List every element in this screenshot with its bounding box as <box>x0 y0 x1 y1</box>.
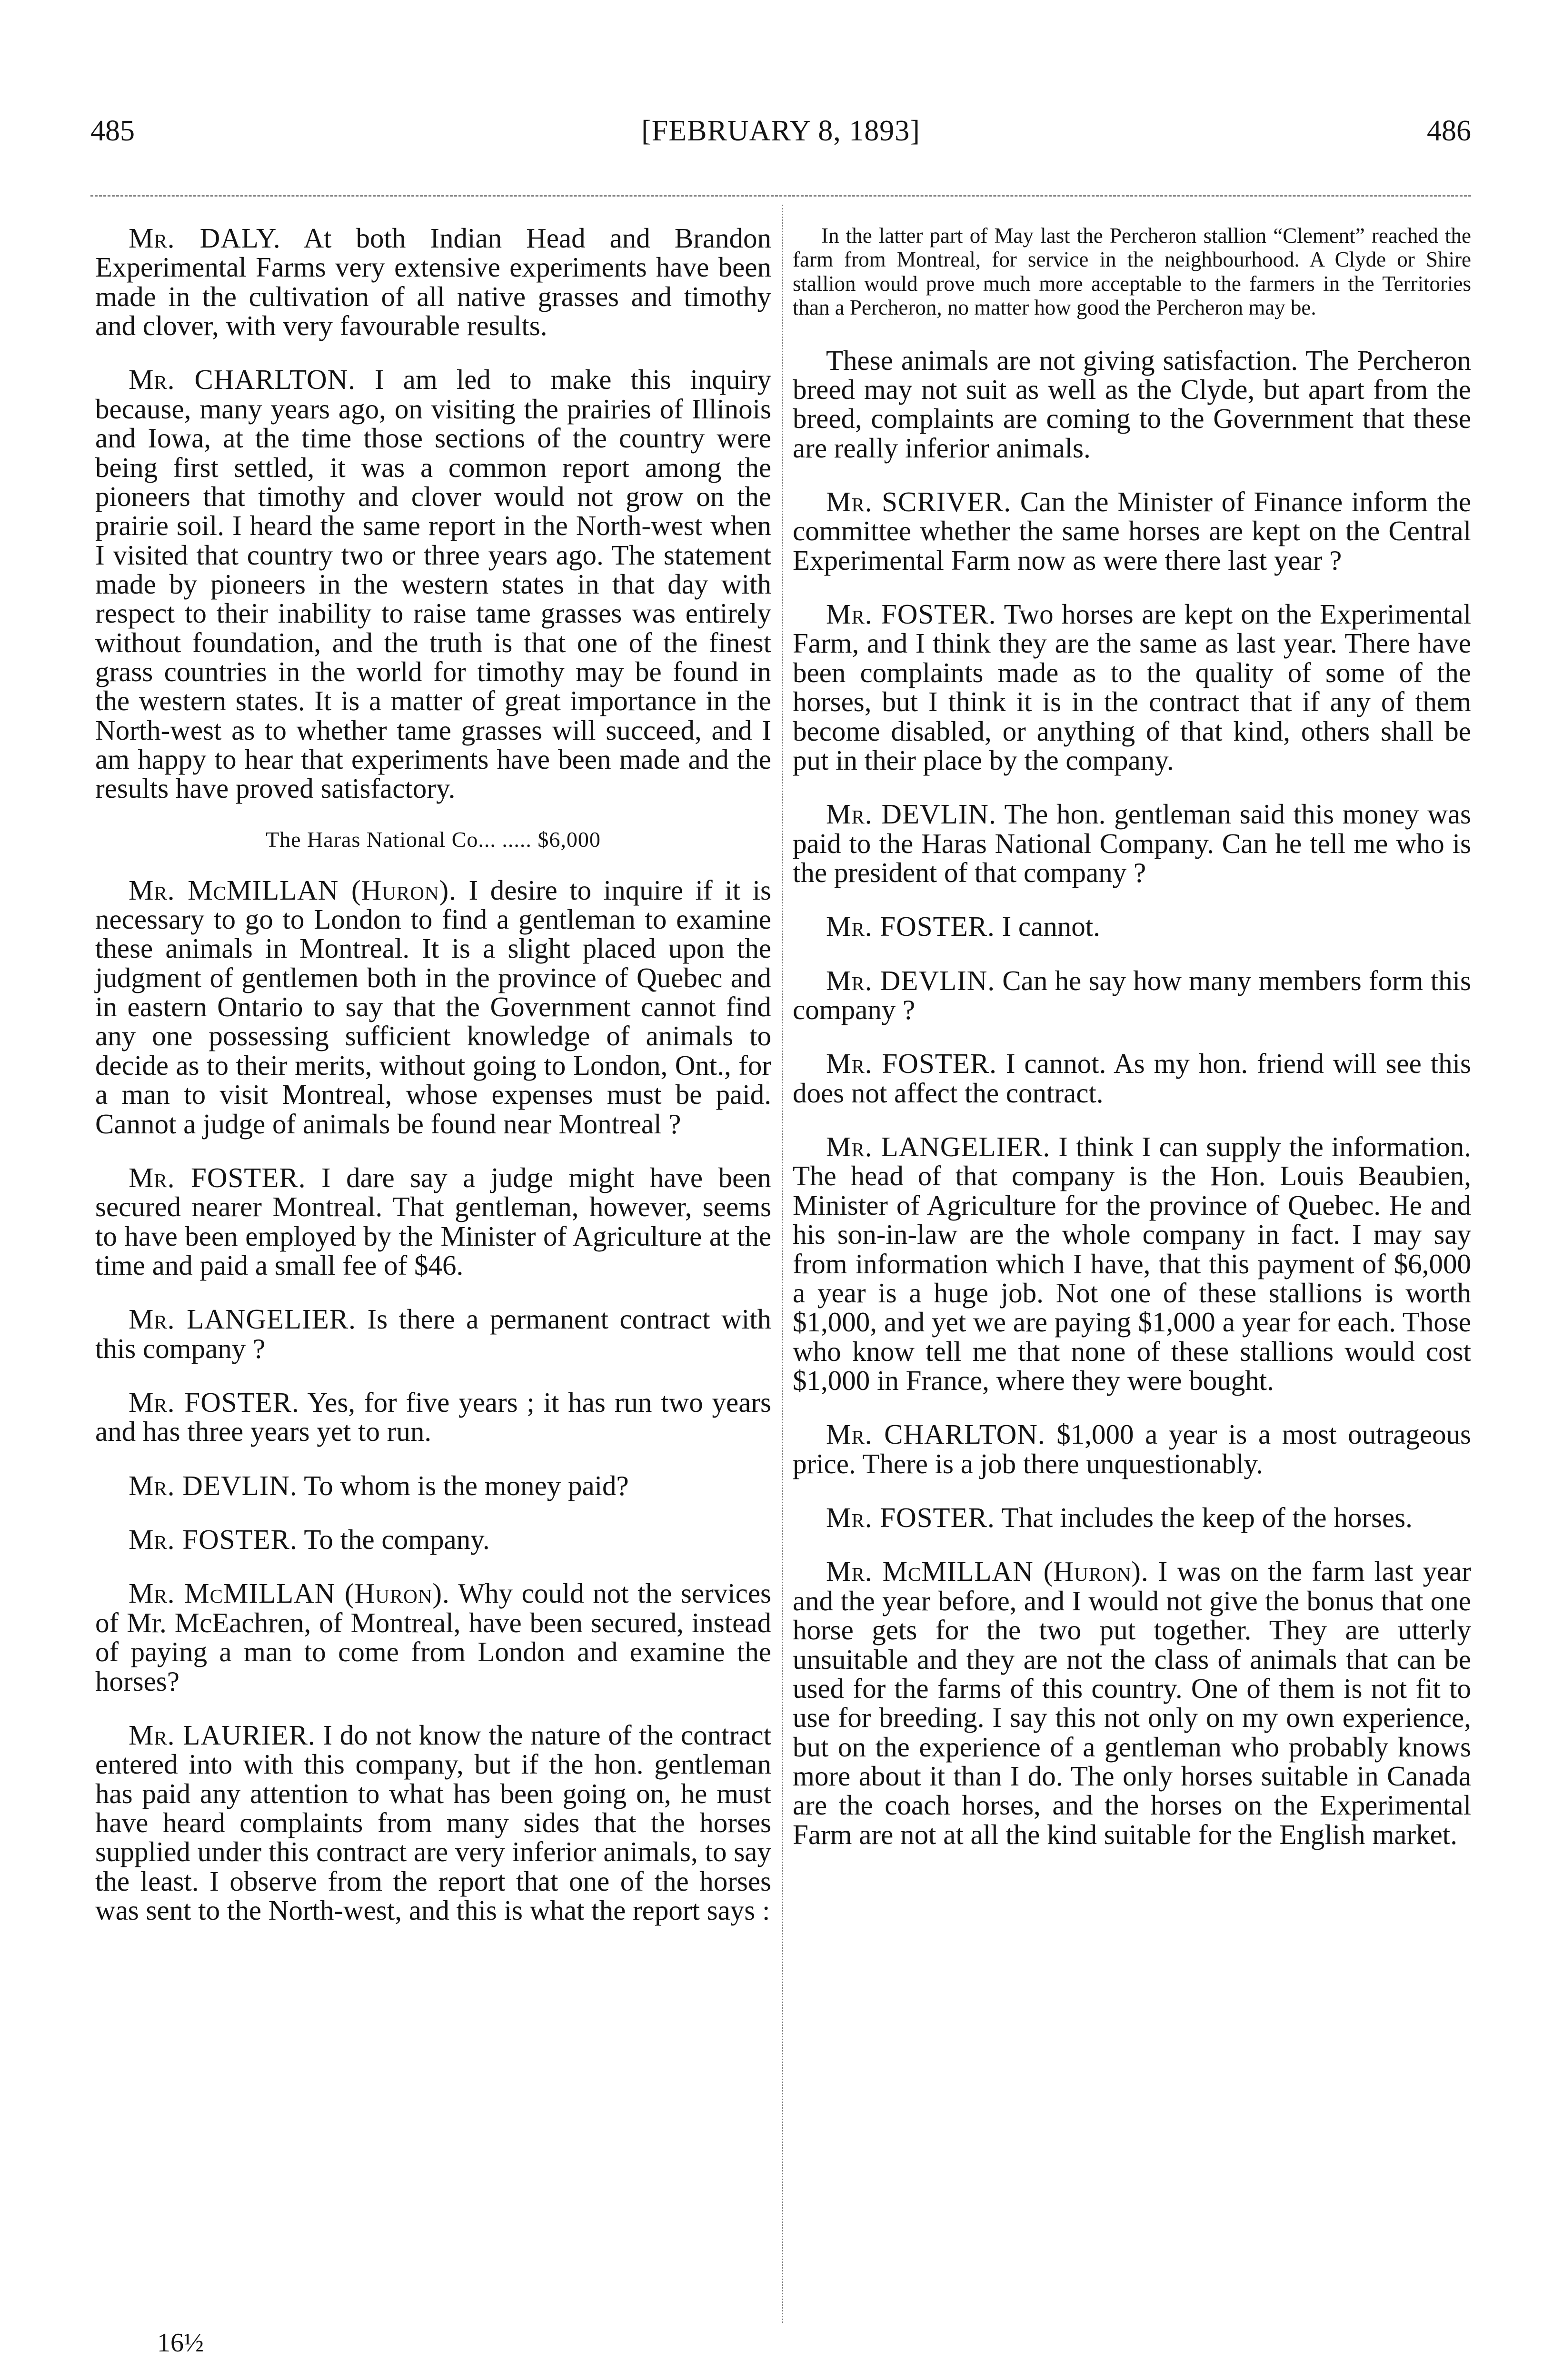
speech-paragraph <box>793 487 1471 575</box>
speech-paragraph <box>95 1305 771 1363</box>
speaker-name: Mr. LANGELIER. <box>826 1131 1051 1163</box>
speaker-name: Mr. FOSTER. <box>826 1502 995 1534</box>
speech-paragraph <box>95 1163 771 1280</box>
speech-paragraph <box>793 800 1471 887</box>
speaker-name: Mr. FOSTER. <box>826 1048 997 1080</box>
speaker-name: Mr. DEVLIN. <box>129 1469 298 1501</box>
speech-paragraph <box>95 1471 771 1500</box>
speech-paragraph <box>793 346 1471 463</box>
speech-paragraph <box>793 912 1471 941</box>
speech-paragraph <box>95 1388 771 1447</box>
left-page-number: 485 <box>90 115 135 147</box>
speech-paragraph <box>793 1420 1471 1478</box>
speaker-name: Mr. McMILLAN (Huron). <box>129 1577 450 1609</box>
speech-text: I do not know the nature of the contract entered into with this company, but if the hon. gentleman has paid any attention to what has been going on, he must have heard complaints from many sides that the horses supplied under this contract are very inferior animals, to say the least. I observe from the report that one of the horses was sent to the North-west, and this is what the report says : <box>95 1719 771 1926</box>
right-page-number: 486 <box>1427 115 1471 147</box>
speech-paragraph <box>95 1525 771 1554</box>
speaker-name: Mr. McMILLAN (Huron). <box>826 1556 1149 1587</box>
report-quote: In the latter part of May last the Percheron stallion “Clement” reached the farm from Montreal, for service in the neighbourhood. A Clyde or Shire stallion would prove much more acceptable to the farmers in the Territories than a Percheron, no matter how good the Percheron may be. <box>793 224 1471 320</box>
speaker-name: Mr. FOSTER. <box>826 598 996 630</box>
speaker-name: Mr. DEVLIN. <box>826 964 996 996</box>
speech-text: Can he say how many members form this company ? <box>793 964 1472 1026</box>
left-column <box>95 224 771 1950</box>
speaker-name: Mr. SCRIVER. <box>826 486 1012 517</box>
budget-item-line: The Haras National Co... ..... $6,000 <box>266 827 601 852</box>
speech-text: Two horses are kept on the Experimental Farm, and I think they are the same as last year. There have been complaints made as to the quality of some of the horses, but I think it is in the contract that if any of them become disabled, or anything of that kind, others shall be put in their place by the company. <box>793 598 1472 776</box>
speech-text: To whom is the money paid? <box>304 1469 629 1501</box>
speaker-name: Mr. FOSTER. <box>129 1161 306 1193</box>
speech-text: $1,000 a year is a most outrageous price. There is a job there unquestionably. <box>793 1418 1472 1479</box>
speech-text: I cannot. As my hon. friend will see this does not affect the contract. <box>793 1048 1471 1109</box>
speech-text: Is there a permanent contract with this company ? <box>95 1303 772 1364</box>
signature-mark: 16½ <box>157 2328 204 2358</box>
speaker-name: Mr. CHARLTON. <box>129 364 356 396</box>
speaker-name: Mr. DEVLIN. <box>826 798 996 830</box>
speech-text: The hon. gentleman said this money was paid to the Haras National Company. Can he tell me who is the president of that company ? <box>793 798 1471 888</box>
speech-paragraph <box>793 1049 1471 1108</box>
speech-text: Can the Minister of Finance inform the committee whether the same horses are kept on the Central Experimental Farm now as were there last year ? <box>793 486 1472 576</box>
speech-text: At both Indian Head and Brandon Experimental Farms very extensive experiments have been made in the cultivation of all native grasses and timothy and clover, with very favourable results. <box>95 222 771 342</box>
speech-text: I desire to inquire if it is necessary to go to London to find a gentleman to examine these animals in Montreal. It is a slight placed upon the judgment of gentlemen both in the province of Quebec and in eastern Ontario to say that the Government cannot find any one possessing sufficient knowledge of animals to decide as to their merits, without going to London, Ont., for a man to visit Montreal, whose expenses must be paid. Cannot a judge of animals be found near Montreal ? <box>95 874 772 1140</box>
speech-paragraph <box>95 224 771 340</box>
right-column <box>793 224 1471 1874</box>
speech-text: Why could not the services of Mr. McEachren, of Montreal, have been secured, instead of paying a man to come from London and examine the horses? <box>95 1577 772 1697</box>
speaker-name: Mr. FOSTER. <box>129 1524 298 1556</box>
column-divider <box>782 205 783 2323</box>
speech-text: I am led to make this inquiry because, many years ago, on visiting the prairies of Illinois and Iowa, at the time those sections of the country were being first settled, it was a common report among the pioneers that timothy and clover would not grow on the prairie soil. I heard the same report in the North-west when I visited that country two or three years ago. The statement made by pioneers in the western states in that day with respect to their inability to raise tame grasses was entirely without foundation, and the truth is that one of the finest grass countries in the world for timothy may be found in the western states. It is a matter of great importance in the North-west as to whether tame grasses will succeed, and I am happy to hear that experiments have been made and the results have proved satisfactory. <box>95 364 772 804</box>
speech-text: I cannot. <box>1002 911 1100 942</box>
speaker-name: Mr. FOSTER. <box>129 1387 299 1418</box>
speaker-name: Mr. LAURIER. <box>129 1719 316 1751</box>
speech-text: I think I can supply the information. The head of that company is the Hon. Louis Beaubien, Minister of Agriculture for the province of Quebec. He and his son-in-law are the whole company in fact. I may say from information which I have, that this payment of $6,000 a year is a huge job. Not one of these stallions is worth $1,000, and yet we are paying $1,000 a year for each. Those who know tell me that none of these stallions would cost $1,000 in France, where they were bought. <box>793 1131 1472 1396</box>
speaker-name: Mr. FOSTER. <box>826 911 995 942</box>
speaker-name: Mr. DALY. <box>129 222 281 254</box>
speech-paragraph <box>95 876 771 1139</box>
speaker-name: Mr. LANGELIER. <box>129 1303 356 1335</box>
speech-paragraph <box>793 1557 1471 1849</box>
speech-text: That includes the keep of the horses. <box>1001 1502 1413 1534</box>
speech-paragraph <box>95 1579 771 1696</box>
speech-text: To the company. <box>304 1524 490 1556</box>
speech-paragraph <box>95 1721 771 1925</box>
speech-text: These animals are not giving satisfaction. The Percheron breed may not suit as well as the Clyde, but apart from the breed, complaints are coming to the Government that these are really inferior animals. <box>793 344 1471 464</box>
speaker-name: Mr. CHARLTON. <box>826 1418 1045 1450</box>
speaker-name: Mr. McMILLAN (Huron). <box>129 874 457 906</box>
speech-paragraph <box>793 1503 1471 1532</box>
page-date-title: [FEBRUARY 8, 1893] <box>641 115 920 147</box>
speech-paragraph <box>793 966 1471 1025</box>
speech-text: I was on the farm last year and the year before, and I would not give the bonus that one horse gets for the two put together. They are utterly unsuitable and they are not the class of animals that can be used for the farms of this country. One of them is not fit to use for breeding. I say this not only on my own experience, but on the experience of a gentleman who probably knows more about it than I do. The only horses suitable in Canada are the coach horses, and the horses on the Experimental Farm are not at all the kind suitable for the English market. <box>793 1556 1472 1850</box>
speech-text: I dare say a judge might have been secured nearer Montreal. That gentleman, however, seems to have been employed by the Minister of Agriculture at the time and paid a small fee of $46. <box>95 1161 771 1281</box>
page-header <box>90 114 1471 167</box>
speech-paragraph <box>793 1132 1471 1395</box>
speech-paragraph <box>95 365 771 803</box>
speech-paragraph <box>793 600 1471 775</box>
speech-text: Yes, for five years ; it has run two years and has three years yet to run. <box>95 1387 772 1448</box>
header-rule <box>90 195 1471 197</box>
